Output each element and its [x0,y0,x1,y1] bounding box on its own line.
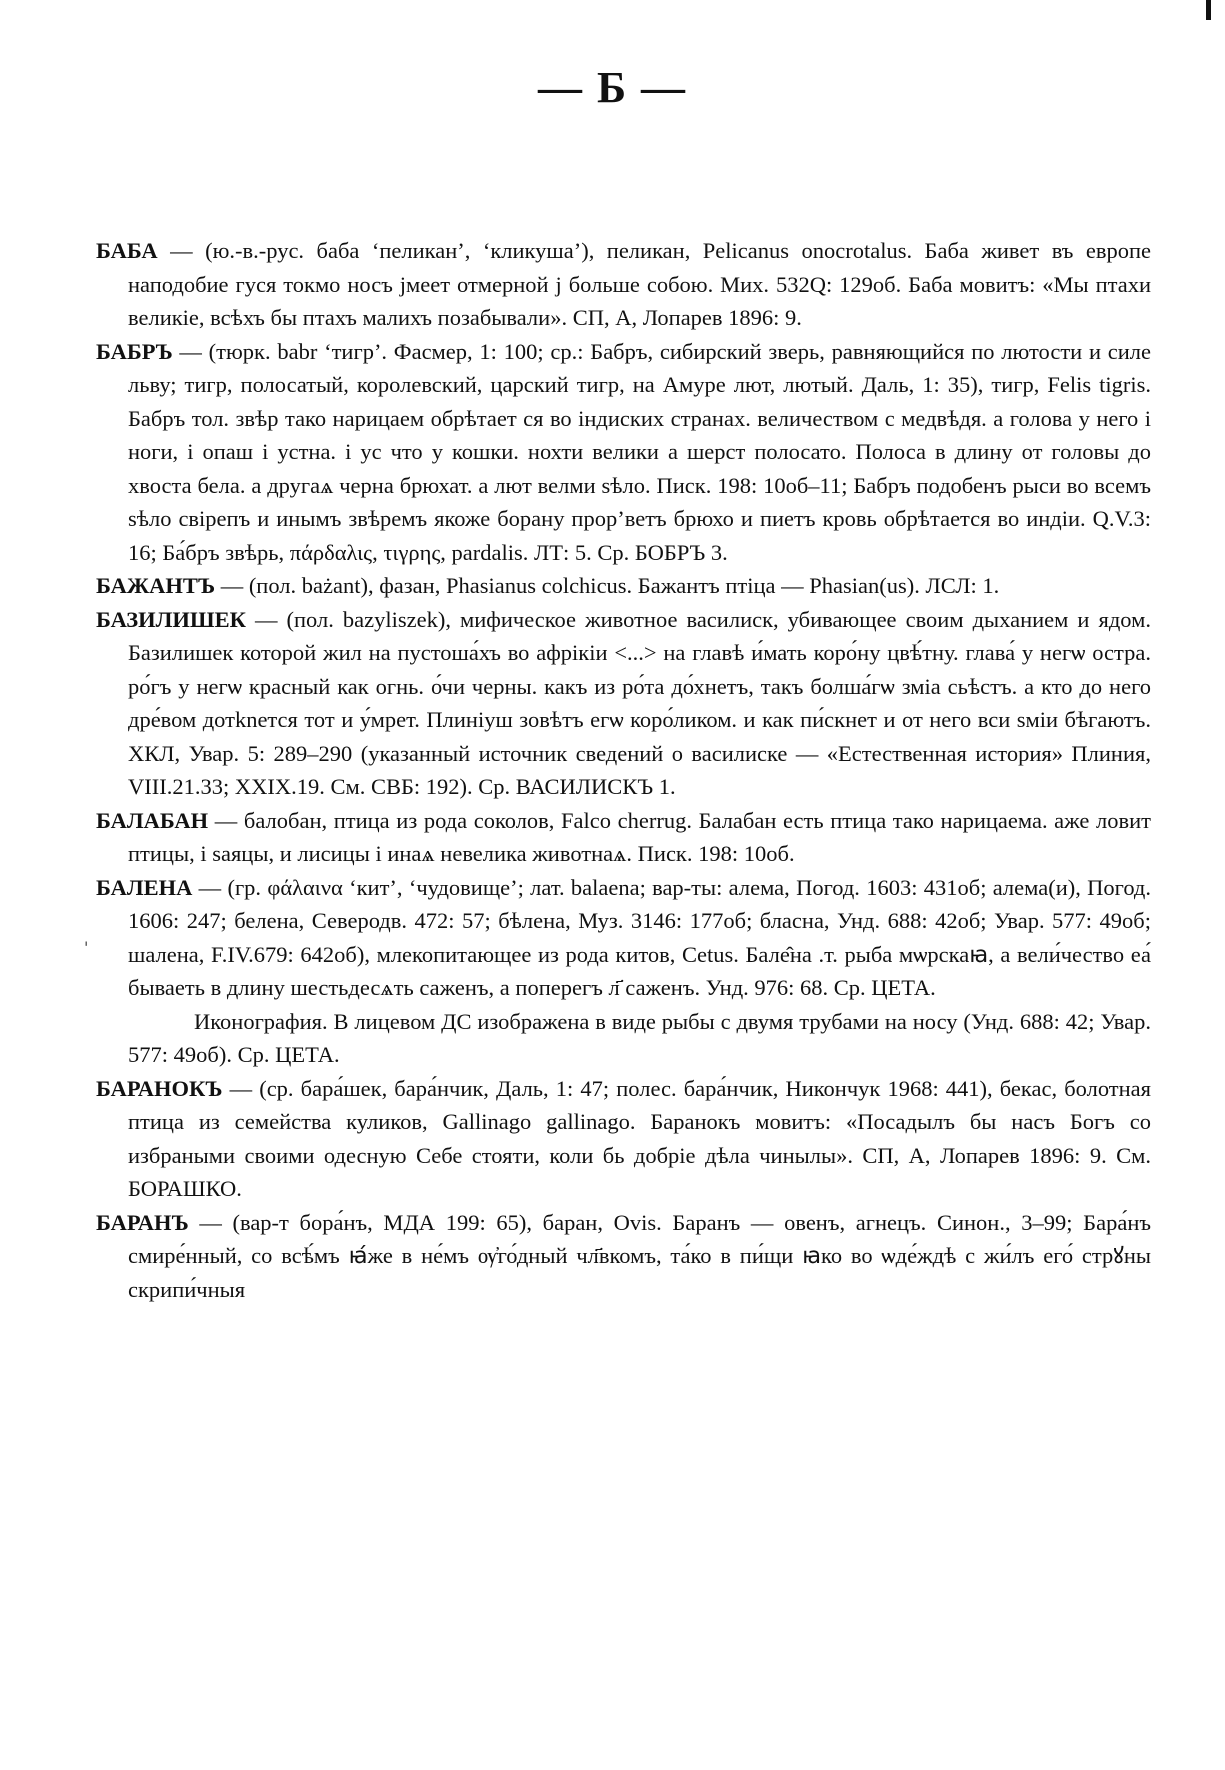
headword: БАЛЕНА [96,874,193,900]
headword: БАЗИЛИШЕК [96,606,246,632]
margin-mark: ' [84,938,89,957]
entry-babr [96,335,1151,570]
headword: БАРАНЪ [96,1209,189,1235]
entry-balaban [96,804,1151,871]
entry-baranok [96,1072,1151,1206]
entry-text: — (пол. bazyliszek), мифическое животное василиск, убивающее своим дыханием и ядом. Базилишек которой жил на пустоша́хъ во афрікіи <...> на главѣ и́мать коро́ну цвѣ́тну. глава́ у негѡ остра. ро́гъ у негѡ красный как огнь. о́чи черны. какъ из ро́та до́хнетъ, такъ болша́гѡ зміа сьѣстъ. а кто до него дре́вом дотknется тот и у́мрет. Плиніуш зовѣтъ егѡ коро́ликом. и как пи́скнет и от него вси ѕміи бѣгаютъ. ХКЛ, Увар. 5: 289–290 (указанный источник сведений о василиске — «Естественная история» Плиния, VIII.21.33; XXIX.19. См. СВБ: 192). Ср. ВАСИЛИСКЪ 1. [128,606,1151,799]
entry-text: — (ю.-в.-рус. баба ‘пеликан’, ‘кликуша’), пеликан, Pelicanus onocrotalus. Баба живет въ европе наподобие гуся токмо носъ јмеет отмерной ј больше собою. Мих. 532Q: 129об. Баба мовитъ: «Мы птахи великіе, всѣхъ бы птахъ малихъ позабывали». СП, А, Лопарев 1896: 9. [128,238,1151,330]
entry-text: — (гр. φάλαινα ‘кит’, ‘чудовище’; лат. balaena; вар-ты: алема, Погод. 1603: 431об; алема(и), Погод. 1606: 247; белена, Северодв. 472: 57; бѣлена, Муз. 3146: 177об; бласна, Унд. 688: 42об; Увар. 577: 49об; шалена, F.IV.679: 642об), млекопитающее из рода китов, Cetus. Бале̂на .т. рыба мѡрскаꙗ, а вели́чество еа́ бываеть в длину шестьдесѧть саженъ, а поперегъ л҃ саженъ. Унд. 976: 68. Ср. ЦЕТА. [128,874,1151,1000]
entry-text: — (ср. бара́шек, бара́нчик, Даль, 1: 47; полес. бара́нчик, Никончук 1968: 441), бекас, болотная птица из семейства куликов, Gallinago gallinago. Баранокъ мовитъ: «Посадылъ бы насъ Богъ со избраными своими одесную Себе стояти, коли бь добріе дѣла чинылы». СП, А, Лопарев 1896: 9. См. БОРАШКО. [128,1075,1151,1201]
entry-text: Иконография. В лицевом ДС изображена в виде рыбы с двумя трубами на носу (Унд. 688: 42; Увар. 577: 49об). Ср. ЦЕТА. [128,1008,1151,1067]
entry-bazhant [96,569,1151,603]
dictionary-entries [96,234,1151,1306]
entry-baran [96,1206,1151,1307]
entry-balena-iconography [128,1005,1151,1072]
headword: БАЛАБАН [96,807,209,833]
entry-balena [96,871,1151,1005]
entry-text: — (вар-т бора́нъ, МДА 199: 65), баран, Ovis. Баранъ — овенъ, агнецъ. Синон., 3–99; Бара́нъ смире́нный, со всѣ́мъ ꙗ́же в не́мъ ѹ҆го́дный чл҃вкомъ, та́ко в пи́щи ꙗко во ѡде́ждѣ с жи́лъ его́ стрꙋны скрипи́чныя [128,1209,1151,1302]
entry-text: — (пол. bażant), фазан, Phasianus colchicus. Бажантъ птіца — Phasian(us). ЛСЛ: 1. [215,573,1000,598]
page-corner-mark [1206,0,1211,20]
entry-bazilishek [96,603,1151,804]
headword: БАЖАНТЪ [96,573,216,598]
entry-text: — балобан, птица из рода соколов, Falco cherrug. Балабан есть птица тако нарицаема. аже ловит птицы, і ѕаяцы, и лисицы і инаѧ невелика животнаѧ. Писк. 198: 10об. [128,807,1151,866]
headword: БАРАНОКЪ [96,1075,223,1101]
headword: БАБРЪ [96,338,173,364]
headword: БАБА [96,238,158,263]
entry-baba [96,234,1151,335]
entry-text: — (тюрк. babr ‘тигр’. Фасмер, 1: 100; ср.: Бабръ, сибирский зверь, равняющийся по лютости и силе льву; тигр, полосатый, королевский, царский тигр, на Амуре лют, лютый. Даль, 1: 35), тигр, Felis tigris. Бабръ тол. звѣр тако нарицаем обрѣтает ся во iндиских странах. величеством с медвѣдя. а голова у него і ноги, і опаш і устна. і ус что у кошки. нохти велики а шерст полосато. Полоса в длину от головы до хвоста бела. а другаѧ черна брюхат. а лют велми ѕѣло. Писк. 198: 10об–11; Бабръ подобенъ рыси во всемъ ѕѣло свірепъ и инымъ звѣремъ якоже борану прор’ветъ брюхо и пиетъ кровь обрѣтается во индіи. Q.V.3: 16; Ба́бръ звѣрь, πάρδαλις, τιγρης, pardalis. ЛТ: 5. Ср. БОБРЪ 3. [128,338,1151,565]
letter-heading: — Б — [537,63,688,112]
